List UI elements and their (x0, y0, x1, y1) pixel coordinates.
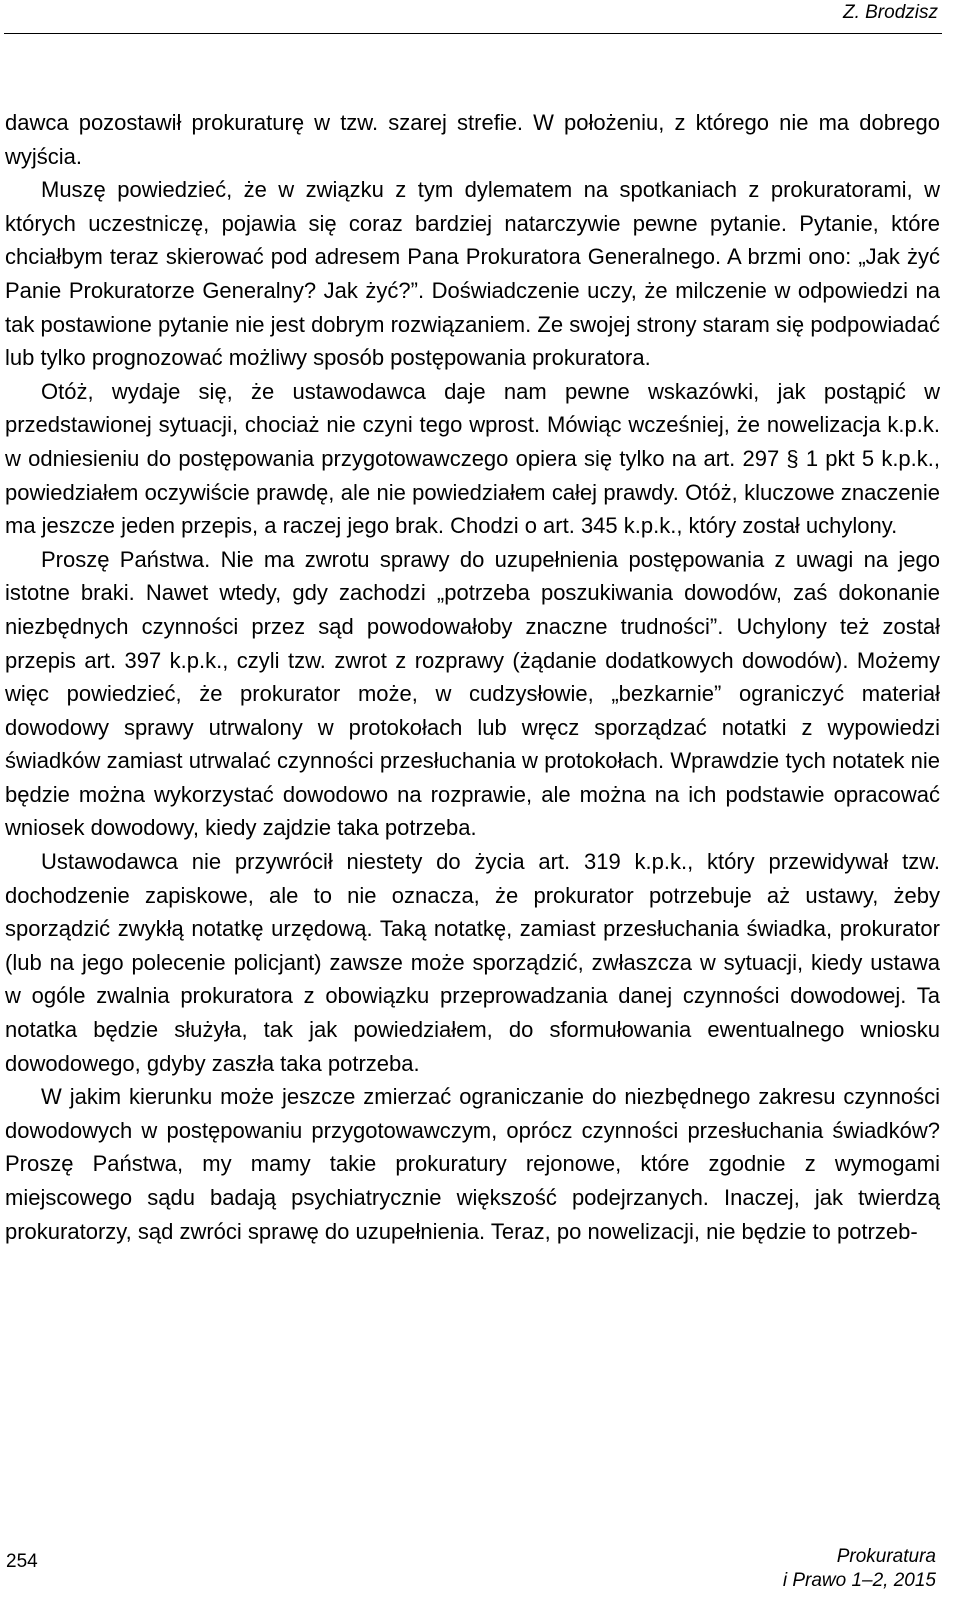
paragraph: W jakim kierunku może jeszcze zmierzać ograniczanie do niezbędnego zakresu czynności dowodowych w postępowaniu przygotowawczym, oprócz czynności przesłuchania świadków? Proszę Państwa, my mamy takie prokuratury rejonowe, które zgodnie z wymogami miejscowego sądu badają psychiatrycznie większość podejrzanych. Inaczej, jak twierdzą prokuratorzy, sąd zwróci sprawę do uzupełnienia. Teraz, po nowelizacji, nie będzie to potrzeb- (5, 1084, 940, 1244)
journal-footer (783, 1545, 936, 1593)
journal-issue: i Prawo 1–2, 2015 (782, 1570, 936, 1591)
running-header-author: Z. Brodzisz (842, 2, 938, 23)
journal-name: Prokuratura (836, 1546, 936, 1567)
header-divider (4, 33, 942, 34)
paragraph: Muszę powiedzieć, że w związku z tym dylematem na spotkaniach z prokuratorami, w których uczestniczę, pojawia się coraz bardziej natarczywie pewne pytanie. Pytanie, które chciałbym teraz skierować pod adresem Pana Prokuratora Generalnego. A brzmi ono: „Jak żyć Panie Prokuratorze Generalny? Jak żyć?”. Doświadczenie uczy, że milczenie w odpowiedzi na tak postawione pytanie nie jest dobrym rozwiązaniem. Ze swojej strony staram się podpowiadać lub tylko prognozować możliwy sposób postępowania prokuratora. (5, 177, 940, 371)
paragraph: Proszę Państwa. Nie ma zwrotu sprawy do uzupełnienia postępowania z uwagi na jego istotne braki. Nawet wtedy, gdy zachodzi „potrzeba poszukiwania dowodów, zaś dokonanie niezbędnych czynności przez sąd powodowałoby znaczne trudności”. Uchylony też został przepis art. 397 k.p.k., czyli tzw. zwrot z rozprawy (żądanie dodatkowych dowodów). Możemy więc powiedzieć, że prokurator może, w cudzysłowie, „bezkarnie” ograniczyć materiał dowodowy sprawy utrwalony w protokołach lub wręcz sporządzać notatki z wypowiedzi świadków zamiast utrwalać czynności przesłuchania w protokołach. Wprawdzie tych notatek nie będzie można wykorzystać dowodowo na rozprawie, ale można na ich podstawie opracować wniosek dowodowy, kiedy zajdzie taka potrzeba. (5, 546, 940, 841)
paragraph: Otóż, wydaje się, że ustawodawca daje nam pewne wskazówki, jak postąpić w przedstawionej sytuacji, chociaż nie czyni tego wprost. Mówiąc wcześniej, że nowelizacja k.p.k. w odniesieniu do postępowania przygotowawczego opiera się tylko na art. 297 § 1 pkt 5 k.p.k., powiedziałem oczywiście prawdę, ale nie powiedziałem całej prawdy. Otóż, kluczowe znaczenie ma jeszcze jeden przepis, a raczej jego brak. Chodzi o art. 345 k.p.k., który został uchylony. (5, 378, 940, 539)
paragraph-continuation: dawca pozostawił prokuraturę w tzw. szarej strefie. W położeniu, z którego nie ma dobrego wyjścia. (5, 110, 940, 169)
paragraph: Ustawodawca nie przywrócił niestety do życia art. 319 k.p.k., który przewidywał tzw. dochodzenie zapiskowe, ale to nie oznacza, że prokurator potrzebuje aż ustawy, żeby sporządzić zwykłą notatkę urzędową. Taką notatkę, zamiast przesłuchania świadka, prokurator (lub na jego polecenie policjant) zawsze może sporządzić, zwłaszcza w sytuacji, kiedy ustawa w ogóle zwalnia prokuratora z obowiązku przeprowadzania danej czynności dowodowej. Ta notatka będzie służyła, tak jak powiedziałem, do sformułowania ewentualnego wniosku dowodowego, gdyby zaszła taka potrzeba. (5, 849, 940, 1076)
page-number: 254 (6, 1551, 38, 1572)
article-body (5, 106, 940, 1248)
